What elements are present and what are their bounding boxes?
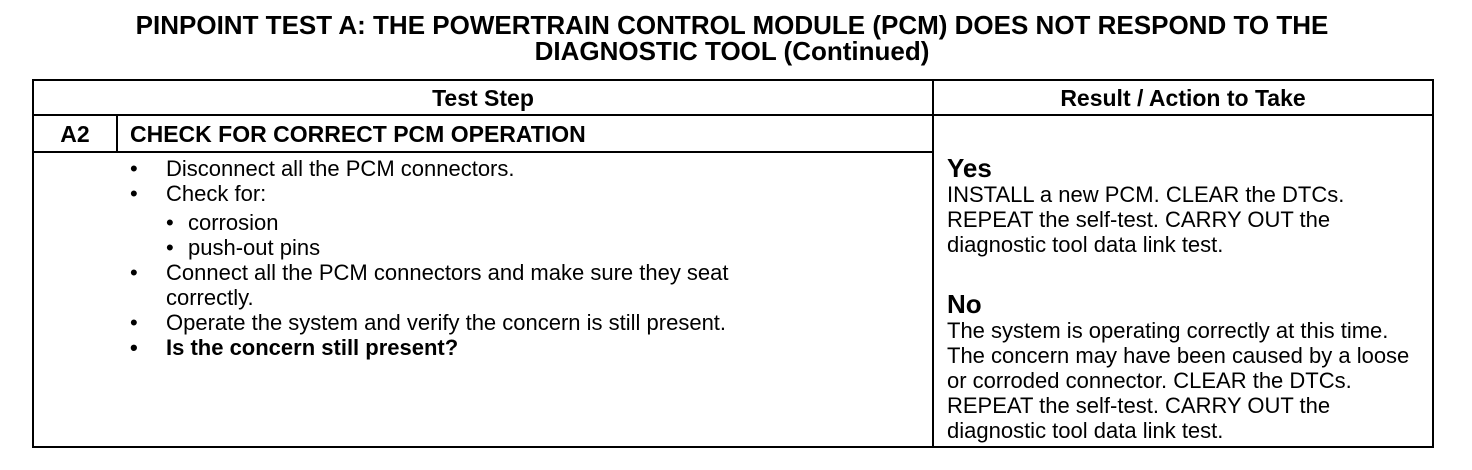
list-item <box>130 310 729 335</box>
list-item <box>130 260 729 310</box>
step-id-divider <box>116 116 118 152</box>
list-item <box>166 210 729 235</box>
list-item <box>130 156 729 181</box>
header-result-action: Result / Action to Take <box>1060 85 1306 111</box>
step-id: A2 <box>60 121 90 147</box>
bullet-icon: • <box>166 235 174 260</box>
step-text: Check for: <box>166 181 267 206</box>
list-item <box>130 335 729 360</box>
step-text: Disconnect all the PCM connectors. <box>166 156 515 181</box>
step-title: CHECK FOR CORRECT PCM OPERATION <box>130 121 586 147</box>
title-line-1: PINPOINT TEST A: THE POWERTRAIN CONTROL MODULE (PCM) DOES NOT RESPOND TO THE <box>135 10 1329 40</box>
result-no-text: The system is operating correctly at this time. The concern may have been caused by a loose or corroded connector. CLEAR the DTCs. REPEAT the self-test. CARRY OUT the diagnostic tool data link test. <box>947 318 1410 443</box>
bullet-icon: • <box>130 310 138 335</box>
bullet-icon: • <box>130 181 138 206</box>
result-no <box>947 290 1427 443</box>
result-no-label: No <box>947 289 982 319</box>
header-divider <box>34 114 1432 116</box>
title-line-2: DIAGNOSTIC TOOL (Continued) <box>534 36 930 66</box>
step-text: Operate the system and verify the concern is still present. <box>166 310 727 335</box>
result-yes <box>947 154 1427 257</box>
check-for-sublist <box>166 210 729 260</box>
check-item-text: corrosion <box>188 210 279 235</box>
result-yes-text: INSTALL a new PCM. CLEAR the DTCs. REPEAT the self-test. CARRY OUT the diagnostic tool data link test. <box>947 182 1345 257</box>
bullet-icon: • <box>130 260 138 285</box>
step-question: Is the concern still present? <box>166 335 459 360</box>
result-yes-label: Yes <box>947 153 992 183</box>
step-text-continued: correctly. <box>166 285 254 310</box>
pinpoint-test-table <box>32 79 1434 448</box>
test-step-list <box>130 156 729 360</box>
bullet-icon: • <box>166 210 174 235</box>
list-item <box>130 181 729 260</box>
column-divider <box>932 81 934 446</box>
check-item-text: push-out pins <box>188 235 321 260</box>
step-title-divider <box>34 151 932 153</box>
bullet-icon: • <box>130 335 138 360</box>
list-item <box>166 235 729 260</box>
page-title <box>32 12 1432 64</box>
step-text: Connect all the PCM connectors and make sure they seat <box>166 260 729 285</box>
bullet-icon: • <box>130 156 138 181</box>
header-test-step: Test Step <box>432 85 534 111</box>
